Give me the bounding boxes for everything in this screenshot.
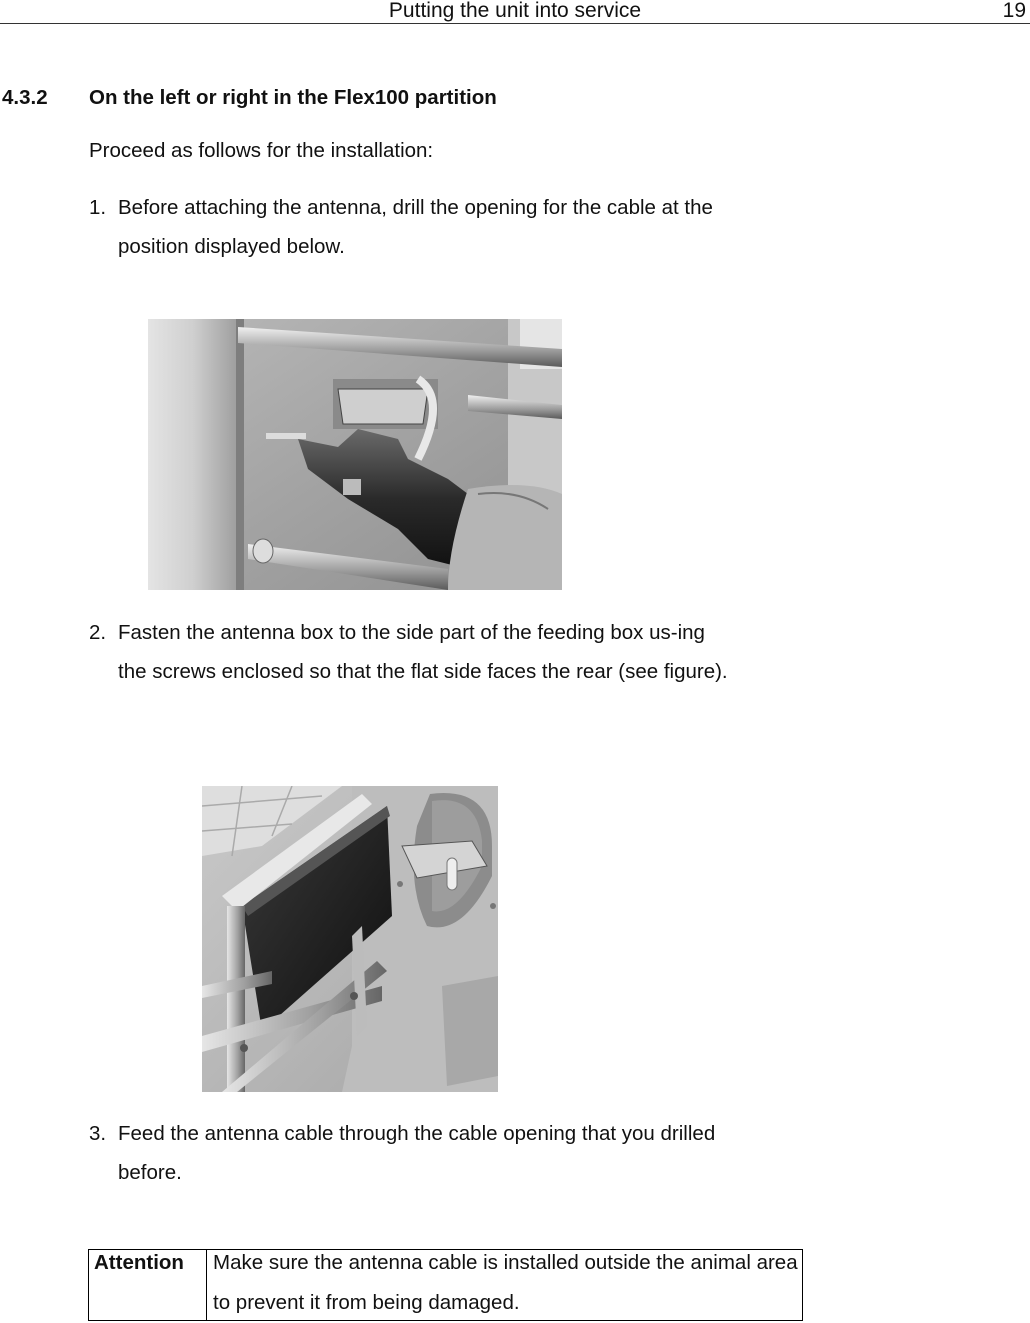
header-divider: [0, 23, 1030, 24]
step-text: Fasten the antenna box to the side part of the feeding box us-ing the screws enclosed so that the flat side faces the rear (see figure).: [118, 621, 728, 683]
step-text: Before attaching the antenna, drill the opening for the cable at the position displayed below.: [118, 196, 713, 258]
drilling-photo: [148, 319, 562, 590]
page-number: 19: [1002, 0, 1026, 22]
antenna-box-photo: [202, 786, 498, 1092]
step-text: Feed the antenna cable through the cable opening that you drilled before.: [118, 1122, 716, 1184]
step-number: 3.: [89, 1122, 107, 1145]
section-title: On the left or right in the Flex100 partition: [89, 86, 497, 109]
intro-text: Proceed as follows for the installation:: [89, 139, 434, 162]
attention-label: Attention: [89, 1250, 207, 1320]
attention-note: [88, 1249, 803, 1321]
step-number: 1.: [89, 196, 107, 219]
step-number: 2.: [89, 621, 107, 644]
attention-text: Make sure the antenna cable is installed outside the animal area to prevent it from being damaged.: [213, 1251, 798, 1314]
running-header: Putting the unit into service: [388, 0, 642, 22]
section-number: 4.3.2: [2, 86, 48, 109]
